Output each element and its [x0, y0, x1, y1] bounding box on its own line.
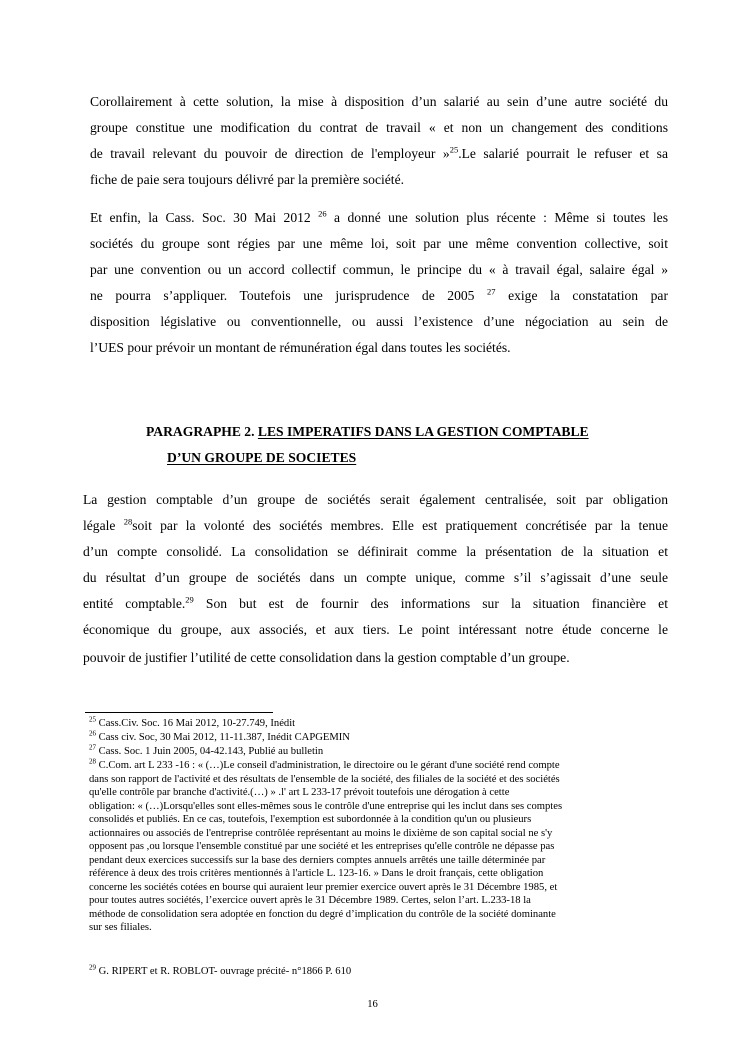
- footnote-text: Cass. Soc. 1 Juin 2005, 04-42.143, Publié au bulletin: [96, 746, 324, 757]
- footnote-ref-27[interactable]: 27: [487, 286, 496, 297]
- text-line: économique du groupe, aux associés, et aux tiers. Le point intéressant notre étude concerne le: [83, 622, 668, 637]
- footnote-ref-25[interactable]: 25: [449, 144, 459, 155]
- footnote-line: actionnaires ou associés de l'entreprise contrôlée représentant au moins le dixième de son capital social ne s'y: [89, 827, 553, 839]
- footnote-ref-26[interactable]: 26: [318, 208, 327, 219]
- footnote-text: Cass.Civ. Soc. 16 Mai 2012, 10-27.749, Inédit: [96, 718, 296, 729]
- text-span: .Le salarié pourrait le refuser et sa: [458, 146, 668, 161]
- footnote-line: concerne les sociétés cotées en bourse qui auraient leur premier exercice ouvert après le 31 Décembre 1985, et: [89, 881, 558, 893]
- footnote-number: 26: [89, 729, 96, 738]
- footnote-ref-28[interactable]: 28: [123, 516, 133, 527]
- footnote-line: qu'elle contrôle par branche d'activité.(…) » .l' art L 233-17 prévoit toutefois une dérogation à cette: [89, 787, 510, 798]
- text-line: [83, 518, 668, 534]
- text-line: par une convention ou un accord collectif commun, le principe du « à travail égal, salaire égal »: [90, 262, 668, 277]
- footnote-line: consolidés et publiés. En ce cas, toutefois, l'exemption est subordonnée à la condition qu'un ou plusieurs: [89, 814, 532, 825]
- section-heading: [146, 424, 589, 440]
- text-span: légale: [83, 518, 124, 533]
- text-line: fiche de paie sera toujours délivré par la première société.: [90, 172, 405, 187]
- text-line: disposition législative ou conventionnelle, ou aussi l’existence d’une négociation au sein de: [90, 314, 668, 329]
- text-span: Son but est de fournir des informations sur la situation financière et: [193, 596, 668, 611]
- footnote-line: pendant deux exercices successifs sur la base des derniers comptes annuels arrêtés une taille déterminée par: [89, 854, 546, 866]
- footnote-number: 27: [89, 743, 96, 752]
- footnote-number: 29: [89, 963, 96, 972]
- footnote-line: sur ses filiales.: [89, 922, 152, 933]
- text-line: l’UES pour prévoir un montant de rémunération égal dans toutes les sociétés.: [90, 340, 511, 355]
- text-span: ne pourra s’appliquer. Toutefois une jurisprudence de 2005: [90, 288, 488, 303]
- text-line: [83, 596, 668, 612]
- footnote-line: opposent pas ,ou lorsque l'ensemble constitué par une société et les entreprises qu'elle contrôle ne dépasse pas: [89, 841, 555, 852]
- footnote-text: C.Com. art L 233 -16 : « (…)Le conseil d'administration, le directoire ou le gérant d'une société rend compte: [96, 760, 560, 771]
- section-prefix: PARAGRAPHE 2.: [146, 424, 255, 439]
- text-line: d’un compte consolidé. La consolidation se définirait comme la présentation de la situation et: [83, 544, 668, 559]
- footnote-ref-29[interactable]: 29: [185, 594, 194, 605]
- footnote-line: pour toutes autres sociétés, l’exercice ouvert après le 31 Décembre 1989. Certes, selon l’art. L.233-18 la: [89, 895, 531, 906]
- footnote-separator: [85, 712, 273, 713]
- text-line: groupe constitue une modification du contrat de travail « et non un changement des conditions: [90, 120, 668, 135]
- section-title-cont: D’UN GROUPE DE SOCIETES: [167, 450, 357, 465]
- text-line: [90, 288, 668, 304]
- text-line: [90, 210, 668, 226]
- text-line: pouvoir de justifier l’utilité de cette consolidation dans la gestion comptable d’un groupe.: [83, 650, 570, 665]
- text-span: exige la constatation par: [495, 288, 668, 303]
- text-line: sociétés du groupe sont régies par une même loi, soit par une même convention collective, soit: [90, 236, 668, 251]
- footnote-text: Cass civ. Soc, 30 Mai 2012, 11-11.387, Inédit CAPGEMIN: [96, 732, 350, 743]
- footnote-number: 28: [89, 757, 96, 766]
- text-span: entité comptable.: [83, 596, 186, 611]
- footnote-text: G. RIPERT et R. ROBLOT- ouvrage précité- n°1866 P. 610: [96, 966, 352, 977]
- text-line: La gestion comptable d’un groupe de sociétés serait également centralisée, soit par obligation: [83, 492, 668, 507]
- text-line: [90, 146, 668, 162]
- footnote-line: méthode de consolidation sera adoptée en fonction du degré d’implication du contrôle de la société dominante: [89, 908, 556, 920]
- text-line: Corollairement à cette solution, la mise à disposition d’un salarié au sein d’une autre société du: [90, 94, 668, 109]
- footnote-line: obligation: « (…)Lorsqu'elles sont elles-mêmes sous le contrôle d'une entreprise qui les inclut dans ses comptes: [89, 800, 563, 812]
- text-span: de travail relevant du pouvoir de direction de l'employeur »: [90, 146, 450, 161]
- text-span: Et enfin, la Cass. Soc. 30 Mai 2012: [90, 210, 319, 225]
- footnote-line: référence à deux des trois critères mentionnés à l'article L. 123-16. » Dans le droit français, cette obligation: [89, 868, 544, 879]
- text-line: du résultat d’un groupe de sociétés dans un compte unique, comme s’il s’agissait d’une seule: [83, 570, 668, 585]
- section-title: LES IMPERATIFS DANS LA GESTION COMPTABLE: [257, 424, 589, 439]
- page-number: 16: [367, 999, 378, 1010]
- text-span: soit par la volonté des sociétés membres. Elle est pratiquement concrétisée par la tenue: [132, 518, 668, 533]
- footnote-line: dans son rapport de l'activité et des résultats de l'ensemble de la société, des filiales de la société et des sociétés: [89, 773, 560, 785]
- text-span: a donné une solution plus récente : Même si toutes les: [326, 210, 668, 225]
- footnote-number: 25: [89, 715, 96, 724]
